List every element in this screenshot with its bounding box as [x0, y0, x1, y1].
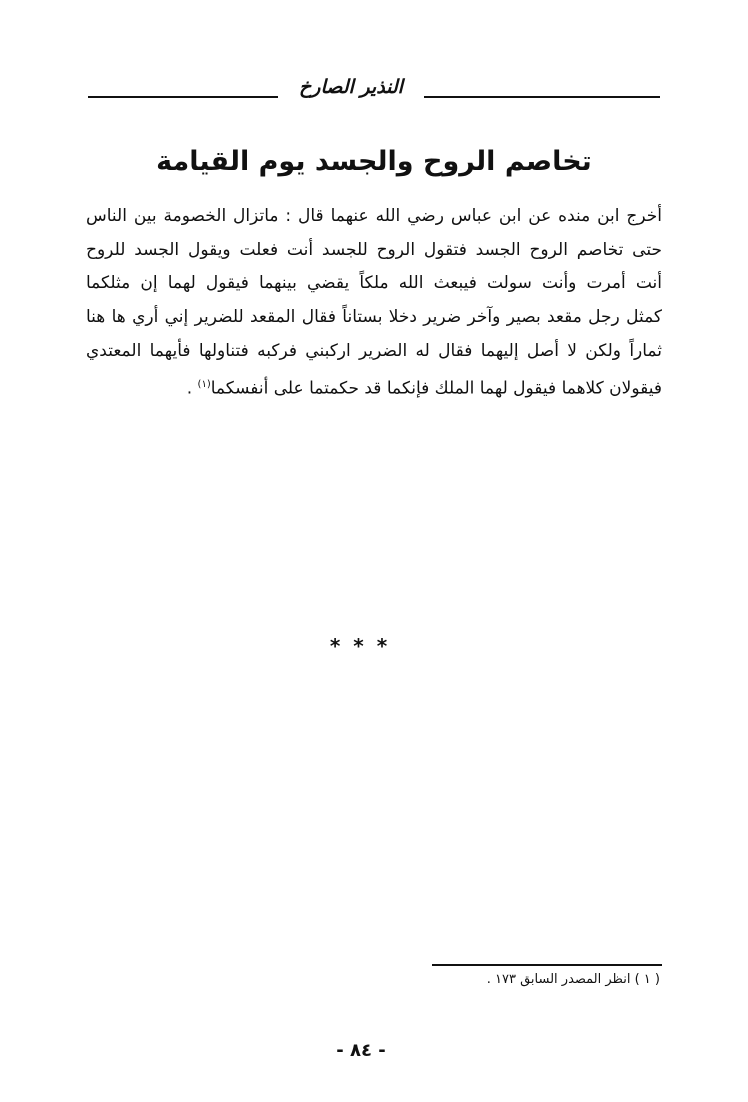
header-rule-left — [88, 96, 278, 98]
body-line: حتى تخاصم الروح الجسد فتقول الروح للجسد أنت فعلت ويقول الجسد للروح — [86, 239, 662, 260]
closing-punctuation: . — [186, 379, 198, 400]
footnote-reference[interactable]: (١) — [197, 379, 211, 391]
body-line: أخرج ابن منده عن ابن عباس رضي الله عنهما قال : ماتزال الخصومة بين الناس — [86, 206, 662, 226]
body-paragraph — [86, 200, 662, 402]
footnote-rule — [432, 964, 662, 966]
body-line: أنت أمرت وأنت سولت فيبعث الله ملكاً يقضي بينهما فيقول لهما إن مثلكما — [86, 273, 662, 294]
body-line-last — [86, 368, 662, 402]
header-rule-right — [424, 96, 660, 98]
body-line: ثماراً ولكن لا أصل إليهما فقال له الضرير اركبني فركبه فتناولها فأيهما المعتدي — [86, 340, 662, 361]
body-line: كمثل رجل مقعد بصير وآخر ضرير دخلا بستاناً فقال المقعد للضرير إني أري ها هنا — [86, 307, 662, 328]
footnote: ( ١ ) انظر المصدر السابق ١٧٣ . — [486, 972, 660, 987]
running-header — [88, 74, 660, 104]
section-separator: * * * — [329, 634, 391, 658]
body-line-text: فيقولان كلاهما فيقول لهما الملك فإنكما قد حكمتما على أنفسكما — [210, 379, 662, 400]
running-title: النذير الصارخ — [299, 76, 403, 98]
page-number: - ٨٤ - — [336, 1040, 386, 1061]
chapter-title: تخاصم الروح والجسد يوم القيامة — [156, 146, 592, 177]
